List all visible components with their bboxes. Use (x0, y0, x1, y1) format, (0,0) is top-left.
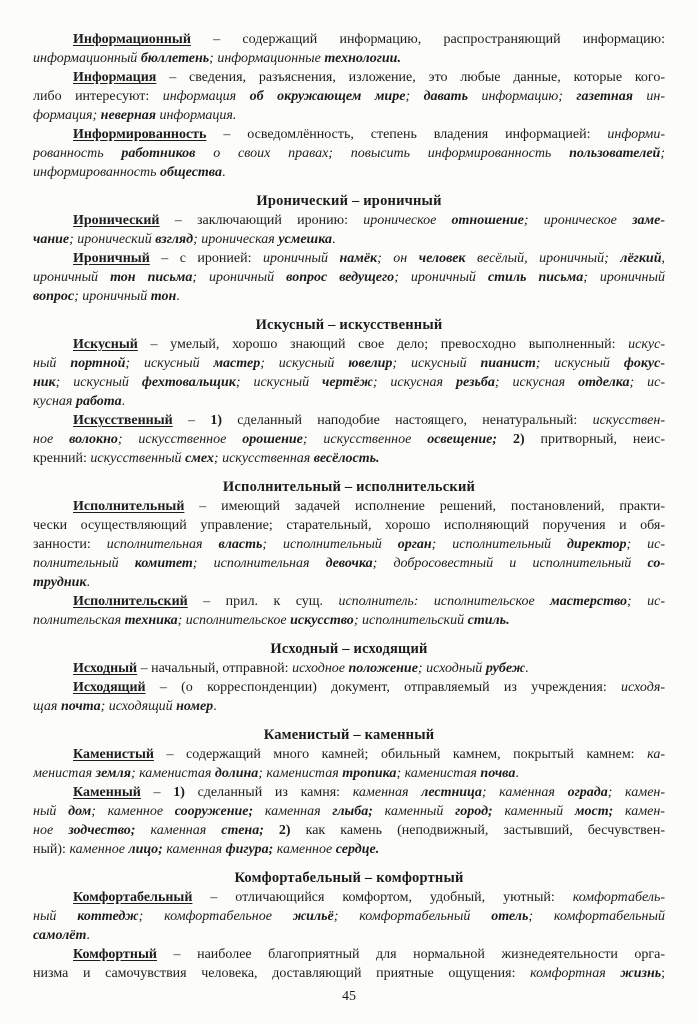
dictionary-entry (33, 125, 665, 182)
text-segment: портной (70, 356, 126, 371)
text-segment: общества (160, 165, 222, 180)
text-segment: . (213, 699, 217, 714)
text-segment: ; ироничный (192, 270, 287, 285)
text-line (33, 335, 665, 354)
text-segment: низма и самочувствия человека, доставляющий приятные ощущения: (33, 966, 531, 981)
dictionary-entry (33, 945, 665, 983)
text-segment: ; искусственное (117, 432, 243, 447)
dictionary-entry (33, 335, 665, 411)
text-segment: – содержащий много камней; обильный камнем, покрытый камнем: (153, 747, 648, 762)
text-line (33, 449, 665, 468)
text-segment: ; исполнительский (353, 613, 468, 628)
text-segment: ; он (377, 251, 419, 266)
text-segment: ; исходящий (100, 699, 177, 714)
section-ispolnitelnyj-ispolnitelskij (33, 478, 665, 630)
section-informacionnyj (33, 30, 665, 182)
text-segment: резьба (456, 375, 495, 390)
entry-headword: Исполнительный (73, 499, 185, 514)
text-line (33, 497, 665, 516)
text-segment: работников (121, 146, 214, 161)
text-segment: чание (33, 232, 70, 247)
text-segment: заме- (632, 213, 665, 228)
text-line (33, 249, 665, 268)
text-segment: полнительская (33, 613, 125, 628)
entry-headword: Исполнительский (73, 594, 188, 609)
text-segment: отделка (578, 375, 630, 390)
text-segment: давать (423, 89, 482, 104)
text-segment: кусная (33, 394, 76, 409)
text-segment: мастерство (550, 594, 628, 609)
text-segment: техника (124, 613, 178, 628)
text-segment: каменное (273, 842, 336, 857)
text-segment: ; исходный (417, 661, 486, 676)
text-segment: почва (480, 766, 516, 781)
text-line (33, 821, 665, 840)
text-segment: ; искусная (372, 375, 457, 390)
text-segment: орган (397, 537, 432, 552)
text-segment: – умелый, хорошо знающий свое дело; превосходно выполненный: (137, 337, 629, 352)
text-line (33, 888, 665, 907)
text-segment: – с иронией: (149, 251, 263, 266)
page-number: 45 (342, 989, 356, 1004)
text-segment: ; искусный (535, 356, 624, 371)
text-segment: человек (418, 251, 477, 266)
entry-headword: Исходный (73, 661, 138, 676)
section-komfortabelnyj-komfortnyj (33, 869, 665, 983)
text-segment: технологии. (324, 51, 401, 66)
text-segment: дом (68, 804, 92, 819)
text-segment: искус- (628, 337, 665, 352)
text-segment: комитет (134, 556, 193, 571)
text-segment: ; каменистая (130, 766, 215, 781)
text-segment: тон (150, 289, 177, 304)
text-segment: положение (348, 661, 418, 676)
text-segment: искусство (290, 613, 354, 628)
text-segment: занности: (33, 537, 107, 552)
text-segment: . (515, 766, 519, 781)
text-line (33, 144, 665, 163)
entry-headword: Искусственный (73, 413, 173, 428)
text-segment: ин- (646, 89, 665, 104)
text-segment: ; искусный (235, 375, 323, 390)
text-segment: притворный, неис- (524, 432, 665, 447)
text-segment: со- (647, 556, 665, 571)
text-segment: каменный (492, 804, 575, 819)
text-segment: ; искусный (392, 356, 481, 371)
entry-headword: Каменистый (73, 747, 154, 762)
text-segment: земля (95, 766, 131, 781)
text-segment: кренний: (33, 451, 91, 466)
text-line (33, 106, 665, 125)
text-segment: пользователей (569, 146, 661, 161)
text-segment: ; ис- (626, 537, 665, 552)
text-segment: ограда (567, 785, 608, 800)
text-segment: камен- (613, 804, 665, 819)
text-segment: лестница (421, 785, 482, 800)
text-segment: 1) (210, 413, 223, 428)
text-segment: жильё (292, 909, 334, 924)
text-segment: ; исполнительный (431, 537, 567, 552)
text-segment: полнительный (33, 556, 135, 571)
text-segment: весёлость. (313, 451, 380, 466)
text-segment: – наиболее благоприятный для нормальной жизнедеятельности орга- (156, 947, 665, 962)
text-segment (264, 823, 279, 838)
text-segment: информация (162, 89, 250, 104)
text-segment: ; исполнительный (262, 537, 398, 552)
text-segment: каменная (135, 823, 222, 838)
section-heading: Исполнительный – исполнительский (222, 479, 476, 495)
text-segment: пианист (480, 356, 536, 371)
page-content (33, 30, 665, 1006)
dictionary-entry (33, 249, 665, 306)
text-segment: . (525, 661, 529, 676)
text-segment: ; комфортабельный (333, 909, 492, 924)
text-segment: каменная (162, 842, 226, 857)
text-segment: либо интересуют: (33, 89, 163, 104)
text-segment: власть (218, 537, 263, 552)
text-segment: – отличающийся комфортом, удобный, уютный: (192, 890, 573, 905)
text-line (33, 611, 665, 630)
text-segment: глыба; (332, 804, 373, 819)
text-segment: фехтовальщик (141, 375, 236, 390)
text-segment: комфортная (530, 966, 621, 981)
text-segment: информация. (159, 108, 237, 123)
text-segment: ; ис- (627, 594, 665, 609)
text-segment: ный (33, 804, 69, 819)
text-segment: стена; (221, 823, 264, 838)
text-line (33, 659, 665, 678)
text-segment: ; ироническая (193, 232, 279, 247)
text-segment: город; (455, 804, 493, 819)
text-segment: сооружение; (174, 804, 254, 819)
entry-headword: Каменный (73, 785, 141, 800)
dictionary-entry (33, 411, 665, 468)
entry-headword: Информированность (73, 127, 207, 142)
text-segment: волокно (69, 432, 118, 447)
text-segment (497, 432, 513, 447)
text-segment: ное (33, 432, 70, 447)
text-line (33, 535, 665, 554)
text-segment: ; информационные (209, 51, 325, 66)
text-line (33, 354, 665, 373)
text-segment: – сведения, разъяснения, изложение, это любые данные, которые кого- (156, 70, 665, 85)
text-segment: ; ис- (629, 375, 665, 390)
text-segment: искусственный (90, 451, 186, 466)
text-segment: ; исполнительское (177, 613, 291, 628)
section-heading: Каменистый – каменный (263, 727, 435, 743)
text-segment: рубеж (485, 661, 526, 676)
text-segment: – осведомлённость, степень владения информацией: (206, 127, 608, 142)
text-segment: газетная (576, 89, 647, 104)
text-segment: девочка (325, 556, 373, 571)
text-segment: формация; (33, 108, 101, 123)
text-segment: – начальный, отправной: (137, 661, 293, 676)
text-segment: мост; (574, 804, 614, 819)
text-segment: ; комфортабельный (528, 909, 665, 924)
text-line (33, 392, 665, 411)
entry-headword: Иронический (73, 213, 160, 228)
dictionary-entry (33, 497, 665, 592)
section-heading: Искусный – искусственный (255, 317, 443, 333)
text-segment: . (331, 232, 336, 247)
dictionary-entry (33, 659, 665, 678)
text-segment: ; ироничный (583, 270, 665, 285)
text-segment: каменное (69, 842, 129, 857)
entry-headword: Информация (73, 70, 157, 85)
text-segment: вопрос (33, 289, 75, 304)
text-segment: ; искусственная (213, 451, 314, 466)
text-segment: комфортабель- (572, 890, 665, 905)
dictionary-entry (33, 211, 665, 249)
text-line (33, 697, 665, 716)
text-line (33, 926, 665, 945)
text-line (33, 87, 665, 106)
text-segment: ное (33, 823, 69, 838)
text-line (33, 678, 665, 697)
text-line (33, 745, 665, 764)
text-segment: об окружающем мире (249, 89, 406, 104)
text-segment: – (о корреспонденции) документ, отправляемый из учреждения: (145, 680, 622, 695)
text-segment: исполнительная (106, 537, 219, 552)
text-segment: ; ироничный (394, 270, 488, 285)
text-segment: сделанный из камня: (184, 785, 353, 800)
text-segment: ; иронический (69, 232, 156, 247)
text-segment: освещение; (427, 432, 498, 447)
dictionary-entry (33, 888, 665, 945)
text-line (33, 373, 665, 392)
text-segment: ; комфортабельное (138, 909, 293, 924)
text-segment: директор (566, 537, 627, 552)
text-line (33, 573, 665, 592)
text-segment: мастер (213, 356, 261, 371)
text-segment: . (86, 575, 90, 590)
text-line (33, 68, 665, 87)
text-segment: ; искусный (260, 356, 349, 371)
text-segment: ; ироничный (74, 289, 151, 304)
text-segment: вопрос ведущего (286, 270, 395, 285)
text-segment: 2) (512, 432, 525, 447)
text-segment: – (140, 785, 174, 800)
text-line (33, 764, 665, 783)
text-segment: 1) (173, 785, 185, 800)
text-segment: . (221, 165, 226, 180)
text-line (33, 49, 665, 68)
text-segment: смех (185, 451, 214, 466)
text-segment: отель (491, 909, 529, 924)
dictionary-entry (33, 68, 665, 125)
text-segment: . (86, 928, 90, 943)
text-segment: ; (405, 89, 424, 104)
text-segment: тон письма (110, 270, 193, 285)
text-segment: щая (33, 699, 61, 714)
text-segment: ; ироническое (523, 213, 633, 228)
text-segment: ироническое (363, 213, 452, 228)
text-segment: как камень (неподвижный, застывший, бесчувствен- (290, 823, 665, 838)
section-iskusnyj-iskusstvennyj (33, 316, 665, 468)
text-segment: менистая (33, 766, 96, 781)
entry-headword: Комфортный (73, 947, 157, 962)
text-line (33, 945, 665, 964)
text-segment: 2) (278, 823, 291, 838)
text-segment: – имеющий задачей исполнение решений, постановлений, практи- (184, 499, 665, 514)
text-segment: взгляд (155, 232, 194, 247)
text-segment: номер (176, 699, 214, 714)
entry-headword: Информационный (73, 32, 191, 47)
text-line (33, 411, 665, 430)
text-line (33, 30, 665, 49)
entry-headword: Комфортабельный (73, 890, 193, 905)
text-segment: ; искусственное (302, 432, 428, 447)
text-segment: жизнь (620, 966, 662, 981)
text-segment: информационный (33, 51, 141, 66)
text-segment: стиль. (467, 613, 510, 628)
text-segment: тропика (342, 766, 397, 781)
text-segment: информи- (607, 127, 665, 142)
text-segment: зодчество; (68, 823, 136, 838)
section-kamenistyj-kamennyj (33, 726, 665, 859)
text-segment: трудник (33, 575, 87, 590)
text-segment: стиль письма (487, 270, 584, 285)
text-line (33, 125, 665, 144)
text-segment: чески осуществляющий управление; старательный, хорошо исполняющий поручения и обя- (33, 518, 665, 533)
text-segment: ювелир (348, 356, 393, 371)
text-segment: ник (33, 375, 56, 390)
dictionary-entry (33, 745, 665, 783)
text-segment: ; искусная (494, 375, 579, 390)
text-segment: информацию; (481, 89, 577, 104)
entry-headword: Искусный (73, 337, 138, 352)
dictionary-entry (33, 783, 665, 859)
text-segment: лёгкий (620, 251, 662, 266)
text-line (33, 802, 665, 821)
text-segment: ; каменное (91, 804, 175, 819)
text-segment: исходное (292, 661, 349, 676)
text-segment: долина (214, 766, 259, 781)
section-ironicheskij-ironichnyj (33, 192, 665, 306)
text-segment: каменный (372, 804, 456, 819)
text-segment: отношение (451, 213, 524, 228)
text-segment: ный (33, 909, 78, 924)
dictionary-entry (33, 592, 665, 630)
text-segment: исходя- (621, 680, 665, 695)
text-segment: неверная (100, 108, 160, 123)
text-segment: фигура; (225, 842, 274, 857)
text-line (33, 592, 665, 611)
text-segment: почта (60, 699, 101, 714)
text-line (33, 230, 665, 249)
section-heading: Иронический – ироничный (256, 193, 442, 209)
text-segment: каменная (253, 804, 333, 819)
text-segment: ироничный (33, 270, 111, 285)
text-segment: . (176, 289, 180, 304)
text-segment: ; добросовестный и исполнительный (372, 556, 648, 571)
text-segment: ; каменная (481, 785, 568, 800)
text-segment: – прил. к сущ. (187, 594, 339, 609)
text-segment: лицо; (128, 842, 163, 857)
text-segment: коттедж (77, 909, 139, 924)
text-segment: – содержащий информацию, распространяющий информацию: (190, 32, 665, 47)
text-segment: бюллетень (140, 51, 210, 66)
section-heading: Исходный – исходящий (270, 641, 428, 657)
text-segment: ; искусный (55, 375, 142, 390)
section-ishodnyj-ishodyashchij (33, 640, 665, 716)
text-segment: каменная (352, 785, 422, 800)
text-line (33, 211, 665, 230)
text-line (33, 554, 665, 573)
text-segment: работа (75, 394, 122, 409)
text-segment: ; каменистая (258, 766, 343, 781)
text-line (33, 430, 665, 449)
text-segment: ; (660, 146, 665, 161)
text-segment: чертёж (322, 375, 373, 390)
text-segment: – (172, 413, 211, 428)
text-segment: о своих правах; повысить информированность (213, 146, 570, 161)
text-segment: сердце. (335, 842, 380, 857)
entry-headword: Ироничный (73, 251, 150, 266)
text-segment: ; камен- (607, 785, 665, 800)
text-line (33, 516, 665, 535)
text-line (33, 964, 665, 983)
text-line (33, 287, 665, 306)
text-segment: исполнитель: исполнительское (338, 594, 551, 609)
text-segment: фокус- (623, 356, 665, 371)
text-segment: , (661, 251, 665, 266)
text-segment: ироничный (262, 251, 340, 266)
text-segment: ка- (647, 747, 665, 762)
text-segment: самолёт (33, 928, 87, 943)
section-heading: Комфортабельный – комфортный (234, 870, 464, 886)
text-segment: ; исполнительная (192, 556, 326, 571)
text-segment: весёлый, ироничный; (476, 251, 621, 266)
text-segment: ; искусный (125, 356, 214, 371)
text-segment: ный (33, 356, 71, 371)
text-line (33, 840, 665, 859)
text-segment: . (121, 394, 126, 409)
text-segment: информированность (33, 165, 161, 180)
text-segment: намёк (339, 251, 378, 266)
text-segment: ; (661, 966, 665, 981)
text-segment: – заключающий иронию: (159, 213, 364, 228)
text-segment: ; каменистая (396, 766, 481, 781)
text-segment: искусствен- (592, 413, 665, 428)
text-segment: ный): (33, 842, 70, 857)
text-line (33, 163, 665, 182)
text-line (33, 783, 665, 802)
text-segment: рованность (33, 146, 122, 161)
text-line (33, 268, 665, 287)
text-segment: орошение (242, 432, 303, 447)
text-line (33, 907, 665, 926)
text-segment: сделанный наподобие настоящего, ненатуральный: (222, 413, 593, 428)
dictionary-entry (33, 678, 665, 716)
entry-headword: Исходящий (73, 680, 146, 695)
text-segment: усмешка (278, 232, 332, 247)
dictionary-entry (33, 30, 665, 68)
